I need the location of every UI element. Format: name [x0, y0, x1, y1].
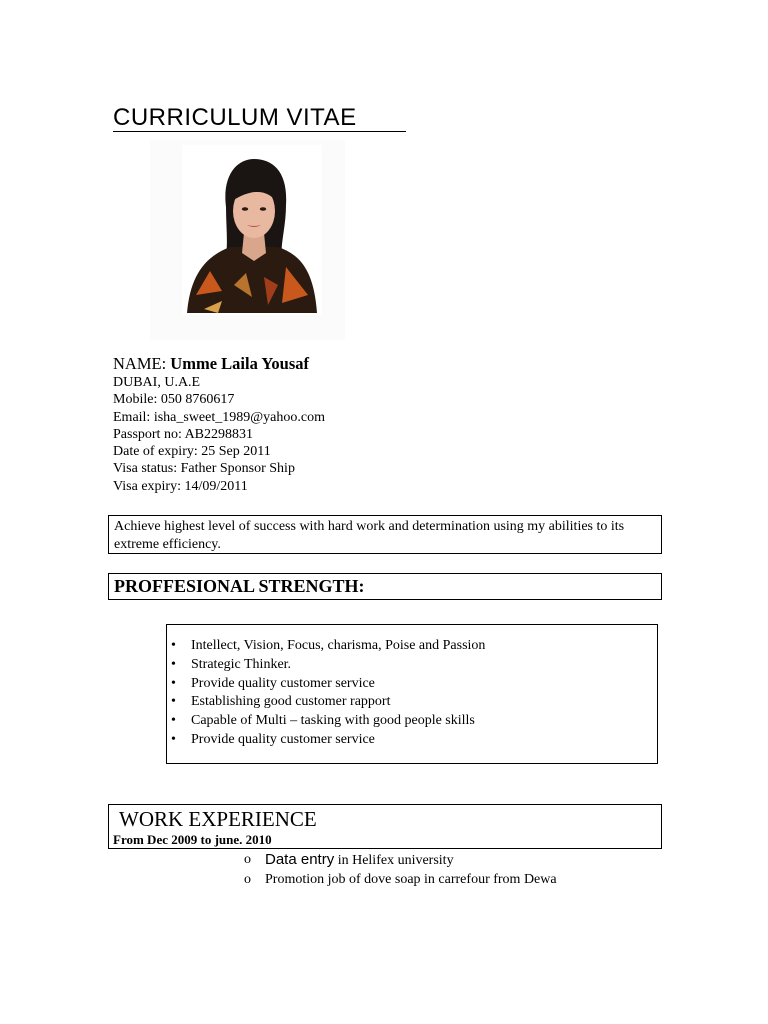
list-item	[171, 731, 649, 750]
work-experience-heading: WORK EXPERIENCE	[119, 807, 317, 831]
job-title: Data entry	[265, 851, 335, 868]
strength-list	[171, 637, 649, 750]
name-label: NAME:	[113, 354, 167, 373]
job-detail: in Helifex university	[334, 853, 454, 868]
location: DUBAI, U.A.E	[113, 375, 201, 390]
list-item	[171, 637, 649, 656]
portrait-photo-icon	[182, 145, 322, 315]
list-item	[171, 675, 649, 694]
list-item-text: Intellect, Vision, Focus, charisma, Poise and Passion	[191, 638, 486, 653]
job-list	[244, 850, 557, 889]
visa-status: Visa status: Father Sponsor Ship	[113, 461, 295, 477]
job-detail: Promotion job of dove soap in carrefour from Dewa	[265, 872, 557, 887]
portrait-photo	[182, 145, 322, 315]
bullet-icon: •	[171, 675, 176, 691]
bullet-icon: •	[171, 638, 176, 653]
objective-text: Achieve highest level of success with hard work and determination using my abilities to its extreme efficiency.	[114, 519, 625, 552]
passport-expiry: Date of expiry: 25 Sep 2011	[113, 444, 271, 460]
list-item-text: Strategic Thinker.	[191, 656, 292, 672]
title-underline	[113, 131, 406, 132]
bullet-icon: •	[171, 694, 176, 710]
job-item	[244, 870, 557, 889]
list-item	[171, 712, 649, 731]
bullet-icon: •	[171, 656, 176, 672]
email: Email: isha_sweet_1989@yahoo.com	[113, 409, 325, 425]
personal-details	[113, 354, 325, 495]
photo-frame	[150, 140, 345, 340]
strength-heading-text: PROFFESIONAL STRENGTH:	[114, 576, 365, 596]
passport-number: Passport no: AB2298831	[113, 426, 254, 442]
list-item-text: Capable of Multi – tasking with good people skills	[191, 713, 475, 729]
strength-list-box	[166, 624, 658, 764]
mobile: Mobile: 050 8760617	[113, 392, 235, 408]
ring-bullet-icon: o	[244, 872, 251, 887]
strength-heading	[108, 573, 662, 600]
list-item	[171, 693, 649, 712]
bullet-icon: •	[171, 713, 176, 729]
job-item	[244, 850, 557, 870]
list-item-text: Provide quality customer service	[191, 675, 375, 691]
visa-expiry: Visa expiry: 14/09/2011	[113, 478, 248, 494]
work-period: From Dec 2009 to june. 2010	[113, 832, 272, 847]
list-item-text: Provide quality customer service	[191, 731, 375, 747]
list-item-text: Establishing good customer rapport	[191, 694, 391, 710]
ring-bullet-icon: o	[244, 852, 251, 867]
name-value: Umme Laila Yousaf	[170, 354, 310, 373]
bullet-icon: •	[171, 731, 176, 747]
cv-title: CURRICULUM VITAE	[113, 104, 357, 131]
name-row	[113, 354, 325, 374]
objective-box	[108, 515, 662, 554]
list-item	[171, 656, 649, 675]
